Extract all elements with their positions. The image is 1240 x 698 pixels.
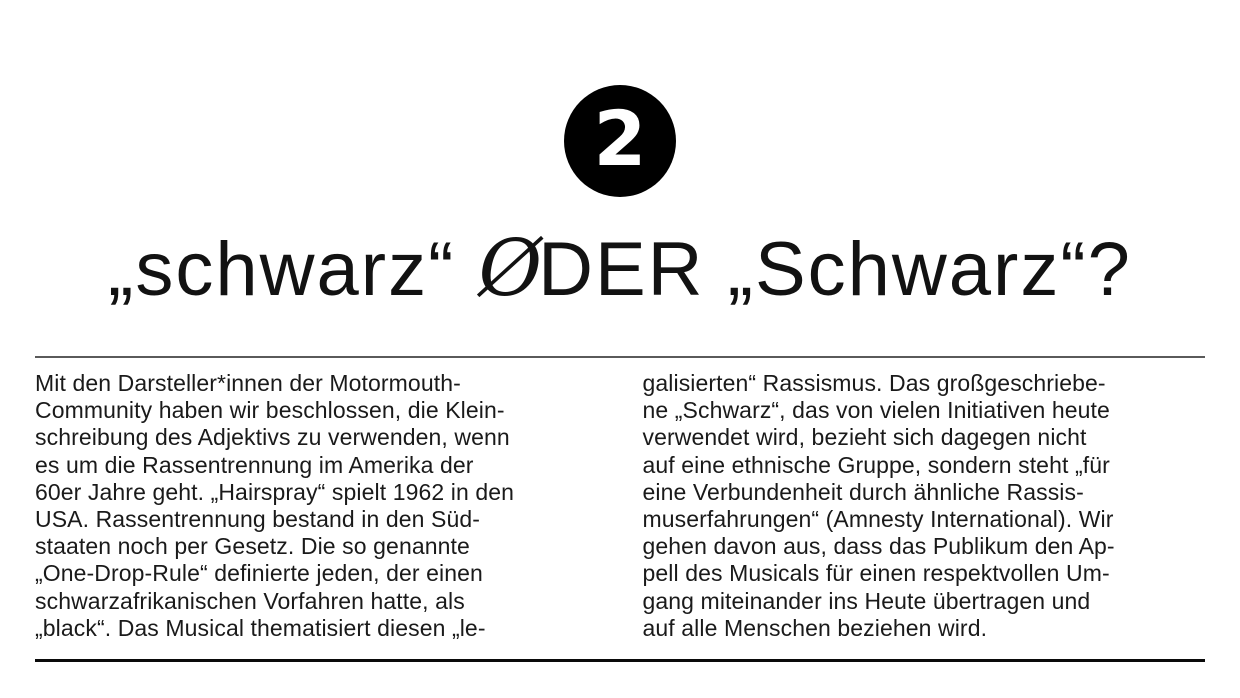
section-number-badge — [564, 85, 676, 197]
text-line: 60er Jahre geht. „Hairspray“ spielt 1962 in den — [35, 478, 515, 505]
body-text-columns — [35, 370, 1205, 642]
text-line: verwendet wird, bezieht sich dagegen nicht — [642, 424, 1087, 451]
text-line: schreibung des Adjektivs zu verwenden, wenn — [35, 424, 510, 451]
page-title — [35, 223, 1205, 316]
right-text-column — [643, 370, 1206, 642]
text-line: ne „Schwarz“, das von vielen Initiativen heute — [642, 397, 1110, 424]
page-title-part1: „schwarz“ — [108, 227, 479, 312]
text-line: Mit den Darsteller*innen der Motormouth- — [35, 370, 461, 396]
text-line: Community haben wir beschlossen, die Klein- — [35, 397, 505, 424]
text-line: „black“. Das Musical thematisiert diesen „le- — [35, 614, 486, 641]
stylized-o-glyph: Ø — [478, 224, 543, 314]
text-line: pell des Musicals für einen respektvollen Um- — [642, 560, 1110, 587]
text-line: staaten noch per Gesetz. Die so genannte — [35, 533, 470, 560]
top-divider-rule — [35, 356, 1205, 358]
bottom-divider-rule — [35, 659, 1205, 662]
text-line: auf alle Menschen beziehen wird. — [642, 614, 988, 641]
text-line: USA. Rassentrennung bestand in den Süd- — [35, 506, 481, 533]
text-line: es um die Rassentrennung im Amerika der — [35, 451, 474, 478]
text-line: galisierten“ Rassismus. Das großgeschriebe- — [642, 370, 1106, 396]
text-line: schwarzafrikanischen Vorfahren hatte, als — [35, 587, 465, 614]
page-title-part2: DER „Schwarz“? — [538, 227, 1132, 312]
text-line: eine Verbundenheit durch ähnliche Rassis- — [642, 478, 1084, 505]
text-line: „One-Drop-Rule“ definierte jeden, der einen — [35, 560, 483, 587]
text-line: gehen davon aus, dass das Publikum den Ap- — [642, 533, 1115, 560]
left-text-column — [35, 370, 598, 642]
section-number: 2 — [593, 94, 647, 183]
text-line: auf eine ethnische Gruppe, sondern steht „für — [642, 451, 1110, 478]
text-line: muserfahrungen“ (Amnesty International). Wir — [642, 506, 1114, 533]
text-line: gang miteinander ins Heute übertragen und — [642, 587, 1091, 614]
